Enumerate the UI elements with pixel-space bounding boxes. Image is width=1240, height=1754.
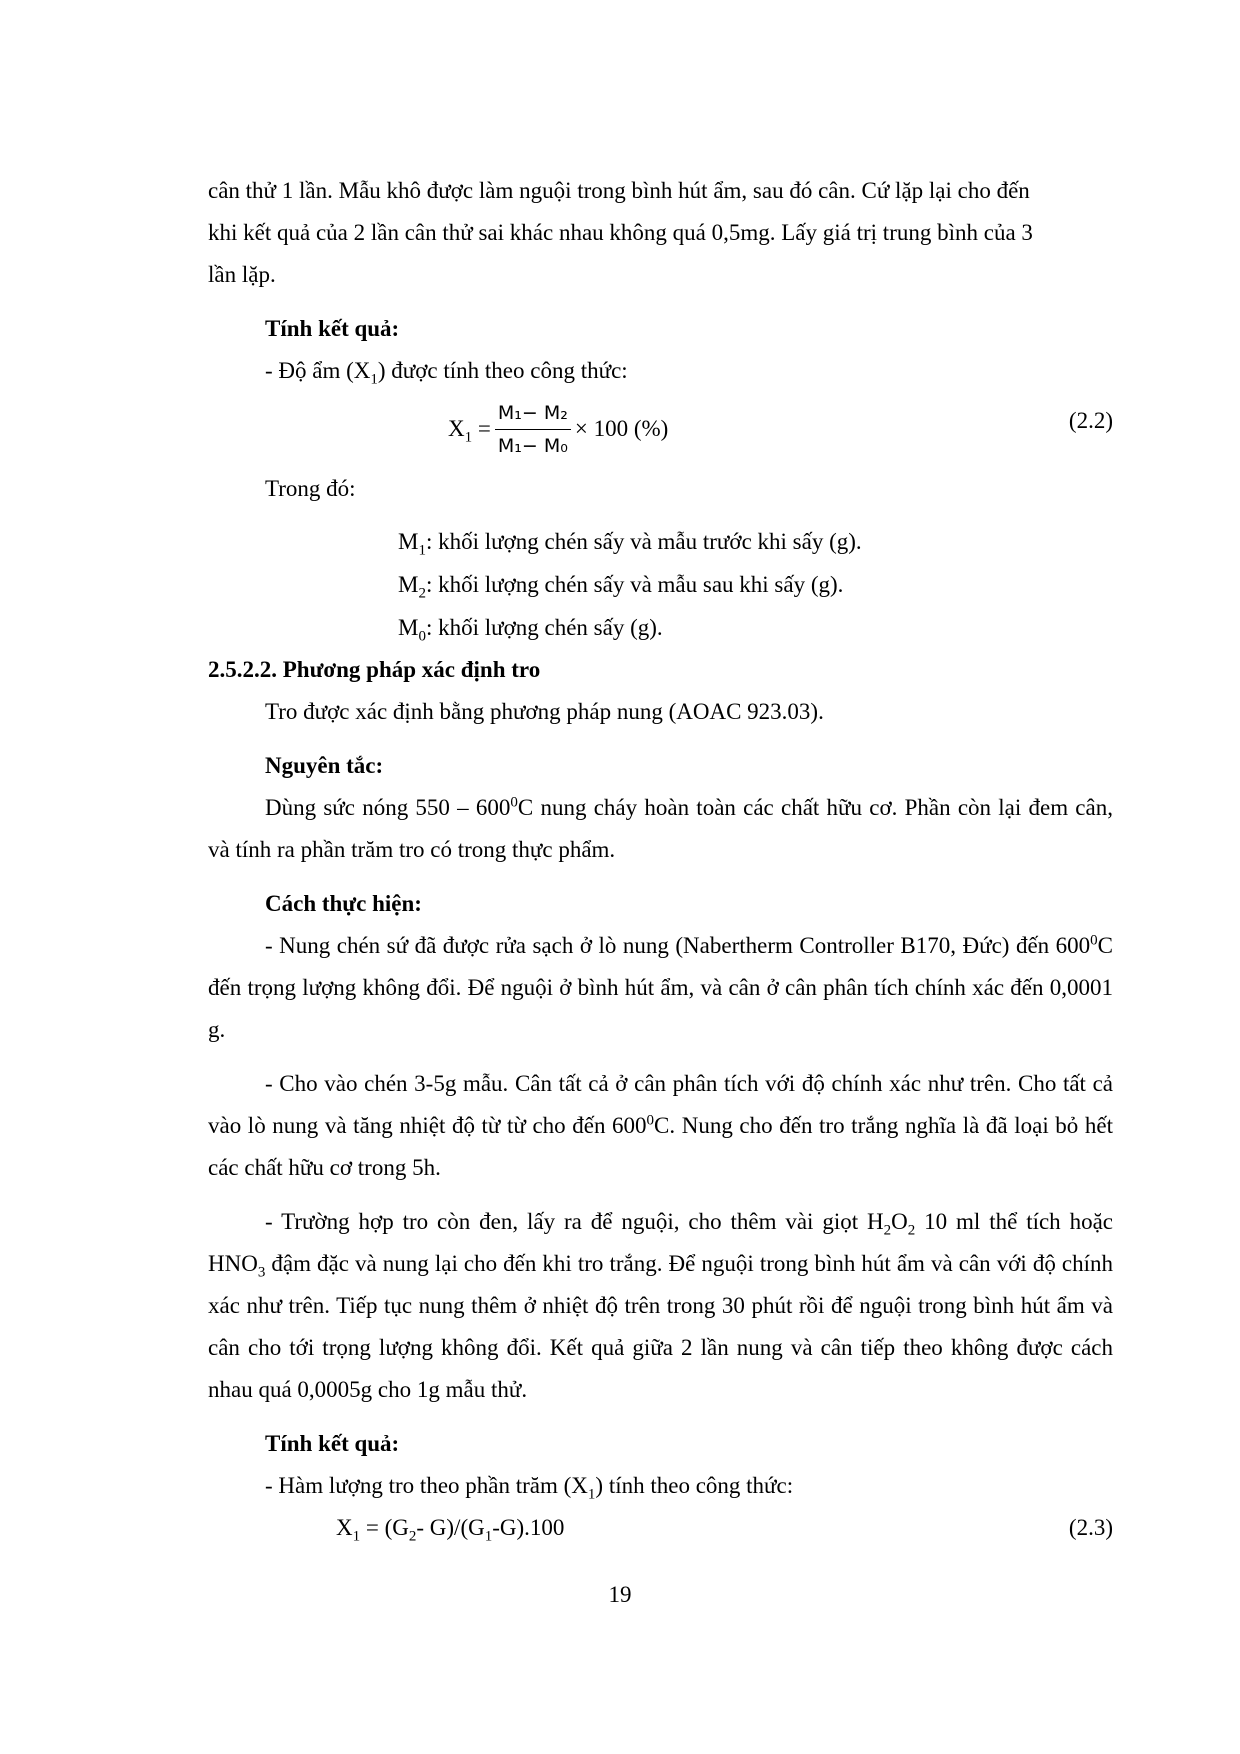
step3-sub-1: 2 — [883, 1222, 892, 1239]
procedure-step-1 — [208, 925, 1113, 1051]
ash-formula-part-2: - G)/(G — [416, 1515, 485, 1540]
ash-formula-row — [336, 1507, 1113, 1549]
ash-intro-text-b: ) tính theo công thức: — [595, 1473, 794, 1498]
procedure-step-3 — [208, 1201, 1113, 1411]
step3-text-a: - Trường hợp tro còn đen, lấy ra để nguội, cho thêm vài giọt H — [265, 1209, 884, 1234]
moisture-intro-tail: ) được tính theo công thức: — [377, 358, 628, 383]
definition-symbol: M — [398, 529, 419, 554]
moisture-formula — [448, 398, 668, 460]
step2-text-a: - Cho vào chén 3-5g mẫu. Cân tất cả ở cân phân tích với độ chính xác như trên. Cho tất cả vào lò nung và tăng nhiệt độ từ từ cho đến 600 — [208, 1071, 1113, 1138]
moisture-result-heading: Tính kết quả: — [265, 316, 400, 341]
definition-symbol: M — [398, 572, 419, 597]
definition-subscript: 0 — [418, 628, 426, 645]
definition-text: : khối lượng chén sấy (g). — [425, 615, 663, 640]
step3-sub-2: 2 — [907, 1222, 916, 1239]
step3-sub-3: 3 — [257, 1264, 266, 1281]
step2-degree: 0 — [646, 1112, 655, 1129]
formula-lhs — [448, 408, 491, 450]
ash-formula-x: X — [336, 1515, 353, 1540]
principle-heading: Nguyên tắc: — [265, 753, 384, 778]
equation-number-2-3: (2.3) — [1068, 1515, 1113, 1540]
definition-m0 — [398, 606, 1113, 649]
step1-text-a: - Nung chén sứ đã được rửa sạch ở lò nung (Nabertherm Controller B170, Đức) đến 600 — [265, 933, 1091, 958]
step3-text-b: O — [891, 1209, 908, 1234]
definition-text: : khối lượng chén sấy và mẫu trước khi sấy (g). — [425, 529, 862, 554]
definition-text: : khối lượng chén sấy và mẫu sau khi sấy (g). — [425, 572, 844, 597]
principle-text-b: C nung cháy hoàn toàn các chất hữu cơ. Phần còn lại đem cân, và tính ra phần trăm tro có trong thực phẩm. — [208, 795, 1113, 862]
step3-text-d: đậm đặc và nung lại cho đến khi tro trắng. Để nguội trong bình hút ẩm và cân với độ chính xác như trên. Tiếp tục nung thêm ở nhiệt độ trên trong 30 phút rồi để nguội trong bình hút ẩm và cân cho tới trọng lượng không đổi. Kết quả giữa 2 lần nung và cân tiếp theo không được cách nhau quá 0,0005g cho 1g mẫu thử. — [208, 1251, 1113, 1402]
formula-lhs-subscript: 1 — [464, 429, 473, 446]
intro-line-1: cân thử 1 lần. Mẫu khô được làm nguội trong bình hút ẩm, sau đó cân. Cứ lặp lại cho đến — [208, 178, 1030, 203]
ash-formula — [336, 1515, 565, 1545]
formula-multiplier: × 100 (%) — [574, 416, 669, 441]
where-label: Trong đó: — [265, 476, 356, 501]
procedure-step-2 — [208, 1063, 1113, 1189]
principle-text-a: Dùng sức nóng 550 – 600 — [265, 795, 511, 820]
section-heading-ash: 2.5.2.2. Phương pháp xác định tro — [208, 657, 541, 682]
step3-text-c: 10 ml thể tích hoặc HNO — [208, 1209, 1113, 1276]
ash-formula-g1-sub: 1 — [484, 1528, 493, 1545]
definition-m2 — [398, 563, 1113, 606]
intro-line-2: khi kết quả của 2 lần cân thử sai khác nhau không quá 0,5mg. Lấy giá trị trung bình của 3 — [208, 220, 1033, 245]
procedure-heading: Cách thực hiện: — [265, 891, 422, 916]
principle-paragraph — [208, 787, 1113, 871]
step2-text-b: C. Nung cho đến tro trắng nghĩa là đã loại bỏ hết các chất hữu cơ trong 5h. — [208, 1113, 1113, 1180]
ash-formula-part-3: -G).100 — [492, 1515, 565, 1540]
definition-subscript: 2 — [418, 585, 426, 602]
ash-intro-text-a: - Hàm lượng tro theo phần trăm (X — [265, 1473, 588, 1498]
ash-formula-g2-sub: 2 — [408, 1528, 417, 1545]
definition-m1 — [398, 520, 1113, 563]
moisture-formula-intro — [265, 350, 1113, 392]
formula-denominator: M₁− M₀ — [497, 434, 568, 457]
step1-text-b: C đến trọng lượng không đổi. Để nguội ở bình hút ẩm, và cân ở cân phân tích chính xác đến 0,0001 g. — [208, 933, 1113, 1042]
ash-formula-x-sub: 1 — [352, 1528, 361, 1545]
variable-definitions — [398, 520, 1113, 649]
ash-result-heading: Tính kết quả: — [265, 1431, 400, 1456]
page-body — [208, 170, 1113, 1549]
ash-formula-intro — [265, 1465, 1113, 1507]
ash-method-line: Tro được xác định bằng phương pháp nung (AOAC 923.03). — [265, 699, 824, 724]
equation-number-2-2: (2.2) — [1068, 408, 1113, 433]
ash-formula-part-1: = (G — [360, 1515, 409, 1540]
intro-line-3: lần lặp. — [208, 262, 276, 287]
formula-numerator: M₁− M₂ — [495, 400, 571, 430]
ash-intro-subscript: 1 — [587, 1486, 596, 1503]
principle-degree: 0 — [510, 794, 518, 811]
formula-lhs-symbol: X — [448, 416, 465, 441]
moisture-intro-subscript: 1 — [370, 371, 378, 388]
page-number: 19 — [608, 1582, 632, 1607]
formula-fraction — [495, 400, 571, 459]
definition-subscript: 1 — [418, 542, 426, 559]
intro-paragraph — [208, 170, 1113, 296]
step1-degree: 0 — [1090, 932, 1098, 949]
definition-symbol: M — [398, 615, 419, 640]
moisture-intro-text: - Độ ẩm (X — [265, 358, 371, 383]
formula-equals: = — [472, 416, 491, 441]
moisture-formula-row — [208, 398, 1113, 460]
